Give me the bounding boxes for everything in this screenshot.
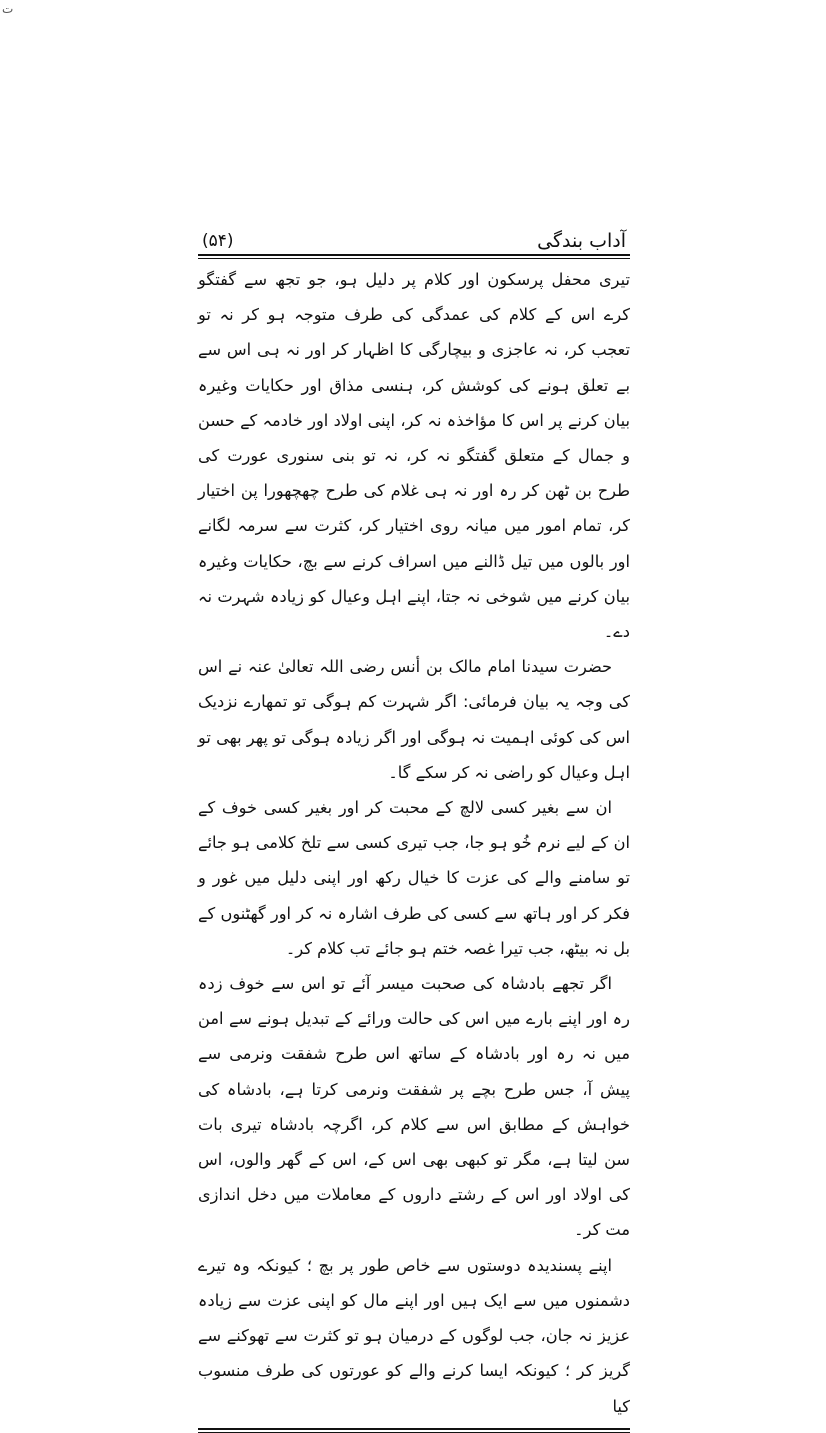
page-number: (۵۴): [202, 231, 234, 251]
paragraph-2: حضرت سیدنا امام مالک بن أنس رضی اللہ تعالیٰ عنہ نے اس کی وجہ یہ بیان فرمائی: اگر شہرت کم ہوگی تو تمھارے نزدیک اس کی کوئی اہمیت نہ ہوگی اور اگر زیادہ ہوگی تو پھر بھی تو اہل وعیال کو راضی نہ کر سکے گا۔: [198, 657, 630, 782]
paragraph-1: تیری محفل پرسکون اور کلام پر دلیل ہو، جو تجھ سے گفتگو کرے اس کے کلام کی عمدگی کی طرف متوجہ ہو کر نہ تو تعجب کر، نہ عاجزی و بیچارگی کا اظہار کر اور نہ ہی اس سے بے تعلق ہونے کی کوشش کر، ہنسی مذاق اور حکایات وغیرہ بیان کرنے پر اس کا مؤاخذہ نہ کر، اپنی اولاد اور خادمہ کے حسن و جمال کے متعلق گفتگو نہ کر، نہ تو بنی سنوری عورت کی طرح بن ٹھن کر رہ اور نہ ہی غلام کی طرح چھچھورا پن اختیار کر، تمام امور میں میانہ روی اختیار کر، کثرت سے سرمہ لگانے اور بالوں میں تیل ڈالنے میں اسراف کرنے سے بچ، حکایات وغیرہ بیان کرنے میں شوخی نہ جتا، اپنے اہل وعیال کو زیادہ شہرت نہ دے۔: [198, 270, 630, 642]
running-title: آداب بندگی: [537, 230, 626, 252]
header-rule: [198, 254, 630, 259]
book-page: [198, 222, 630, 1416]
corner-mark: ت: [2, 2, 14, 16]
paragraph-5: اپنے پسندیدہ دوستوں سے خاص طور پر بچ ؛ کیونکہ وہ تیرے دشمنوں میں سے ایک ہیں اور اپنے مال کو اپنی عزت سے زیادہ عزیز نہ جان، جب لوگوں کے درمیان ہو تو کثرت سے تھوکنے سے گریز کر ؛ کیونکہ ایسا کرنے والے کو عورتوں کی طرف منسوب کیا: [198, 1255, 630, 1416]
footer-rule: [198, 1428, 630, 1433]
paragraph-4: اگر تجھے بادشاہ کی صحبت میسر آئے تو اس سے خوف زدہ رہ اور اپنے بارے میں اس کی حالت ورائے کے تبدیل ہونے سے امن میں نہ رہ اور بادشاہ کے ساتھ اس طرح شفقت ونرمی سے پیش آ، جس طرح بچے پر شفقت ونرمی کرتا ہے، بادشاہ کی خواہش کے مطابق اس سے کلام کر، اگرچہ بادشاہ تیری بات سن لیتا ہے، مگر تو کبھی بھی اس کے، اس کے گھر والوں، اس کی اولاد اور اس کے رشتے داروں کے معاملات میں دخل اندازی مت کر۔: [198, 974, 630, 1240]
page-header: [198, 222, 630, 254]
paragraph-3: ان سے بغیر کسی لالچ کے محبت کر اور بغیر کسی خوف کے ان کے لیے نرم خُو ہو جا، جب تیری کسی سے تلخ کلامی ہو جائے تو سامنے والے کی عزت کا خیال رکھ اور اپنی دلیل میں غور و فکر کر اور ہاتھ سے کسی کی طرف اشارہ نہ کر اور گھٹنوں کے بل نہ بیٹھ، جب تیرا غصہ ختم ہو جائے تب کلام کر۔: [198, 798, 630, 958]
page-body: [198, 262, 630, 1424]
